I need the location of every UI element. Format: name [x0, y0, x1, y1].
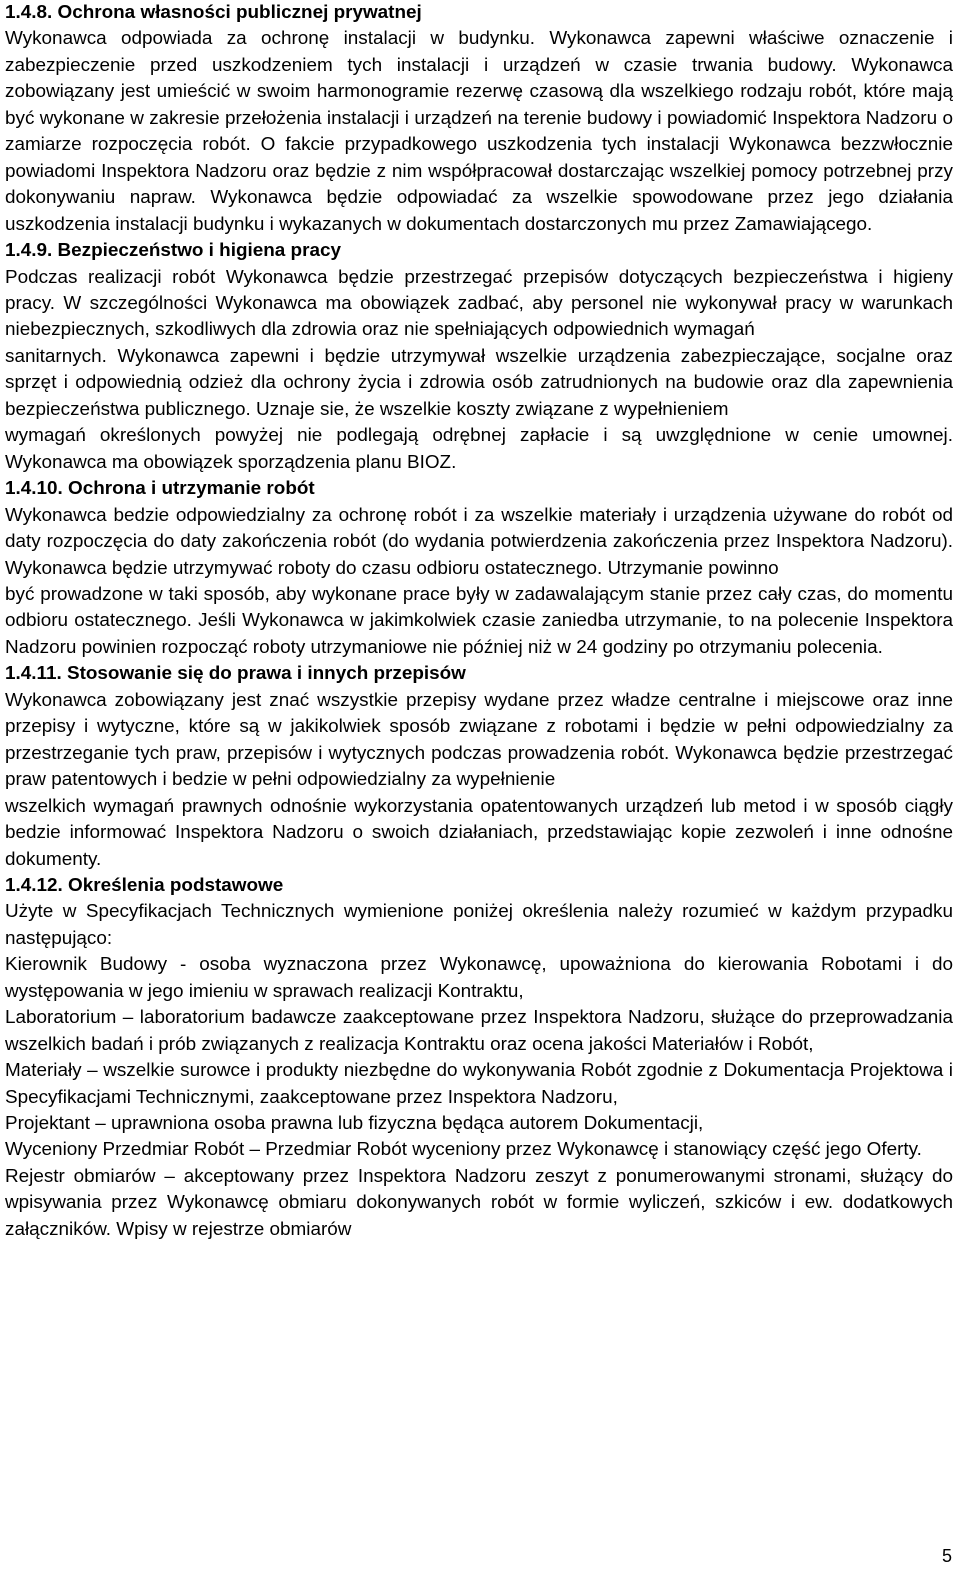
definition-kierownik-budowy: Kierownik Budowy - osoba wyznaczona przez Wykonawcę, upoważniona do kierowania Robotami i do występowania w jego imieniu w sprawach realizacji Kontraktu,: [5, 954, 953, 1002]
definition-rejestr-obmiarow: Rejestr obmiarów – akceptowany przez Inspektora Nadzoru zeszyt z ponumerowanymi stronami, służący do wpisywania przez Wykonawcę obmiaru dokonywanych robót w formie wyliczeń, szkiców i ew. dodatkowych załączników. Wpisy w rejestrze obmiarów: [5, 1165, 953, 1240]
definition-laboratorium: Laboratorium – laboratorium badawcze zaakceptowane przez Inspektora Nadzoru, służące do przeprowadzania wszelkich badań i prób związanych z realizacja Kontraktu oraz ocena jakości Materiałów i Robót,: [5, 1007, 953, 1055]
paragraph: być prowadzone w taki sposób, aby wykonane prace były w zadawalającym stanie przez cały czas, do momentu odbioru ostatecznego. Jeśli Wykonawca w jakimkolwiek czasie zaniedba utrzymanie, to na polecenie Inspektora Nadzoru powinien rozpocząć roboty utrzymaniowe nie później niż w 24 godziny po otrzymaniu polecenia.: [5, 583, 953, 658]
paragraph: Podczas realizacji robót Wykonawca będzie przestrzegać przepisów dotyczących bezpieczeństwa i higieny pracy. W szczególności Wykonawca ma obowiązek zadbać, aby personel nie wykonywał pracy w warunkach niebezpiecznych, szkodliwych dla zdrowia oraz nie spełniających odpowiednich wymagań: [5, 266, 953, 341]
definition-materialy: Materiały – wszelkie surowce i produkty niezbędne do wykonywania Robót zgodnie z Dokumentacja Projektowa i Specyfikacjami Technicznymi, zaakceptowane przez Inspektora Nadzoru,: [5, 1060, 953, 1108]
paragraph: Użyte w Specyfikacjach Technicznych wymienione poniżej określenia należy rozumieć w każdym przypadku następująco:: [5, 901, 953, 949]
section-number: 1.4.9.: [5, 240, 53, 262]
section-heading-1-4-11: [5, 661, 953, 687]
page-number: 5: [941, 1546, 952, 1566]
section-heading-1-4-9: [5, 238, 953, 264]
paragraph: sanitarnych. Wykonawca zapewni i będzie utrzymywał wszelkie urządzenia zabezpieczające, socjalne oraz sprzęt i odpowiednią odzież dla ochrony życia i zdrowia osób zatrudnionych na budowie oraz dla zapewnienia bezpieczeństwa publicznego. Uznaje sie, że wszelkie koszty związane z wypełnieniem: [5, 345, 953, 420]
section-title: Ochrona własności publicznej prywatnej: [57, 2, 422, 23]
section-title: Bezpieczeństwo i higiena pracy: [57, 240, 341, 262]
section-number: 1.4.12.: [5, 874, 63, 896]
section-title: Stosowanie się do prawa i innych przepisów: [66, 663, 466, 685]
section-number: 1.4.8.: [5, 2, 53, 23]
paragraph: wymagań określonych powyżej nie podlegają odrębnej zapłacie i są uwzględnione w cenie umownej. Wykonawca ma obowiązek sporządzenia planu BIOZ.: [5, 425, 953, 473]
section-title: Określenia podstawowe: [68, 874, 284, 896]
definition-wyceniony-przedmiar: Wyceniony Przedmiar Robót – Przedmiar Robót wyceniony przez Wykonawcę i stanowiący część jego Oferty.: [5, 1139, 922, 1161]
paragraph: wszelkich wymagań prawnych odnośnie wykorzystania opatentowanych urządzeń lub metod i w sposób ciągły bedzie informować Inspektora Nadzoru o swoich działaniach, przedstawiając kopie zezwoleń i inne odnośne dokumenty.: [5, 795, 953, 870]
document-body: [5, 0, 953, 1243]
section-heading-1-4-10: [5, 476, 953, 502]
paragraph: Wykonawca bedzie odpowiedzialny za ochronę robót i za wszelkie materiały i urządzenia używane do robót od daty rozpoczęcia do daty zakończenia robót (do wydania potwierdzenia zakończenia przez Inspektora Nadzoru). Wykonawca będzie utrzymywać roboty do czasu odbioru ostatecznego. Utrzymanie powinno: [5, 504, 953, 579]
section-number: 1.4.11.: [5, 663, 62, 685]
paragraph: Wykonawca odpowiada za ochronę instalacji w budynku. Wykonawca zapewni właściwe oznaczenie i zabezpieczenie przed uszkodzeniem tych instalacji i urządzeń w czasie trwania budowy. Wykonawca zobowiązany jest umieścić w swoim harmonogramie rezerwę czasową dla wszelkiego rodzaju robót, które mają być wykonane w zakresie przełożenia instalacji i urządzeń na terenie budowy i powiadomić Inspektora Nadzoru o zamiarze rozpoczęcia robót. O fakcie przypadkowego uszkodzenia tych instalacji Wykonawca bezzwłocznie powiadomi Inspektora Nadzoru oraz będzie z nim współpracował dostarczając wszelkiej pomocy potrzebnej przy dokonywaniu napraw. Wykonawca będzie odpowiadać za wszelkie spowodowane przez jego działania uszkodzenia instalacji budynku i wykazanych w dokumentach dostarczonych mu przez Zamawiającego.: [5, 28, 953, 235]
section-title: Ochrona i utrzymanie robót: [68, 478, 315, 500]
section-heading-1-4-12: [5, 873, 953, 899]
section-number: 1.4.10.: [5, 478, 63, 500]
paragraph: Wykonawca zobowiązany jest znać wszystkie przepisy wydane przez władze centralne i miejscowe oraz inne przepisy i wytyczne, które są w jakikolwiek sposób związane z robotami i będzie w pełni odpowiedzialny za przestrzeganie tych praw, przepisów i wytycznych podczas prowadzenia robót. Wykonawca będzie przestrzegać praw patentowych i bedzie w pełni odpowiedzialny za wypełnienie: [5, 689, 953, 791]
section-heading-1-4-8: [5, 0, 953, 26]
definition-projektant: Projektant – uprawniona osoba prawna lub fizyczna będąca autorem Dokumentacji,: [5, 1113, 704, 1135]
